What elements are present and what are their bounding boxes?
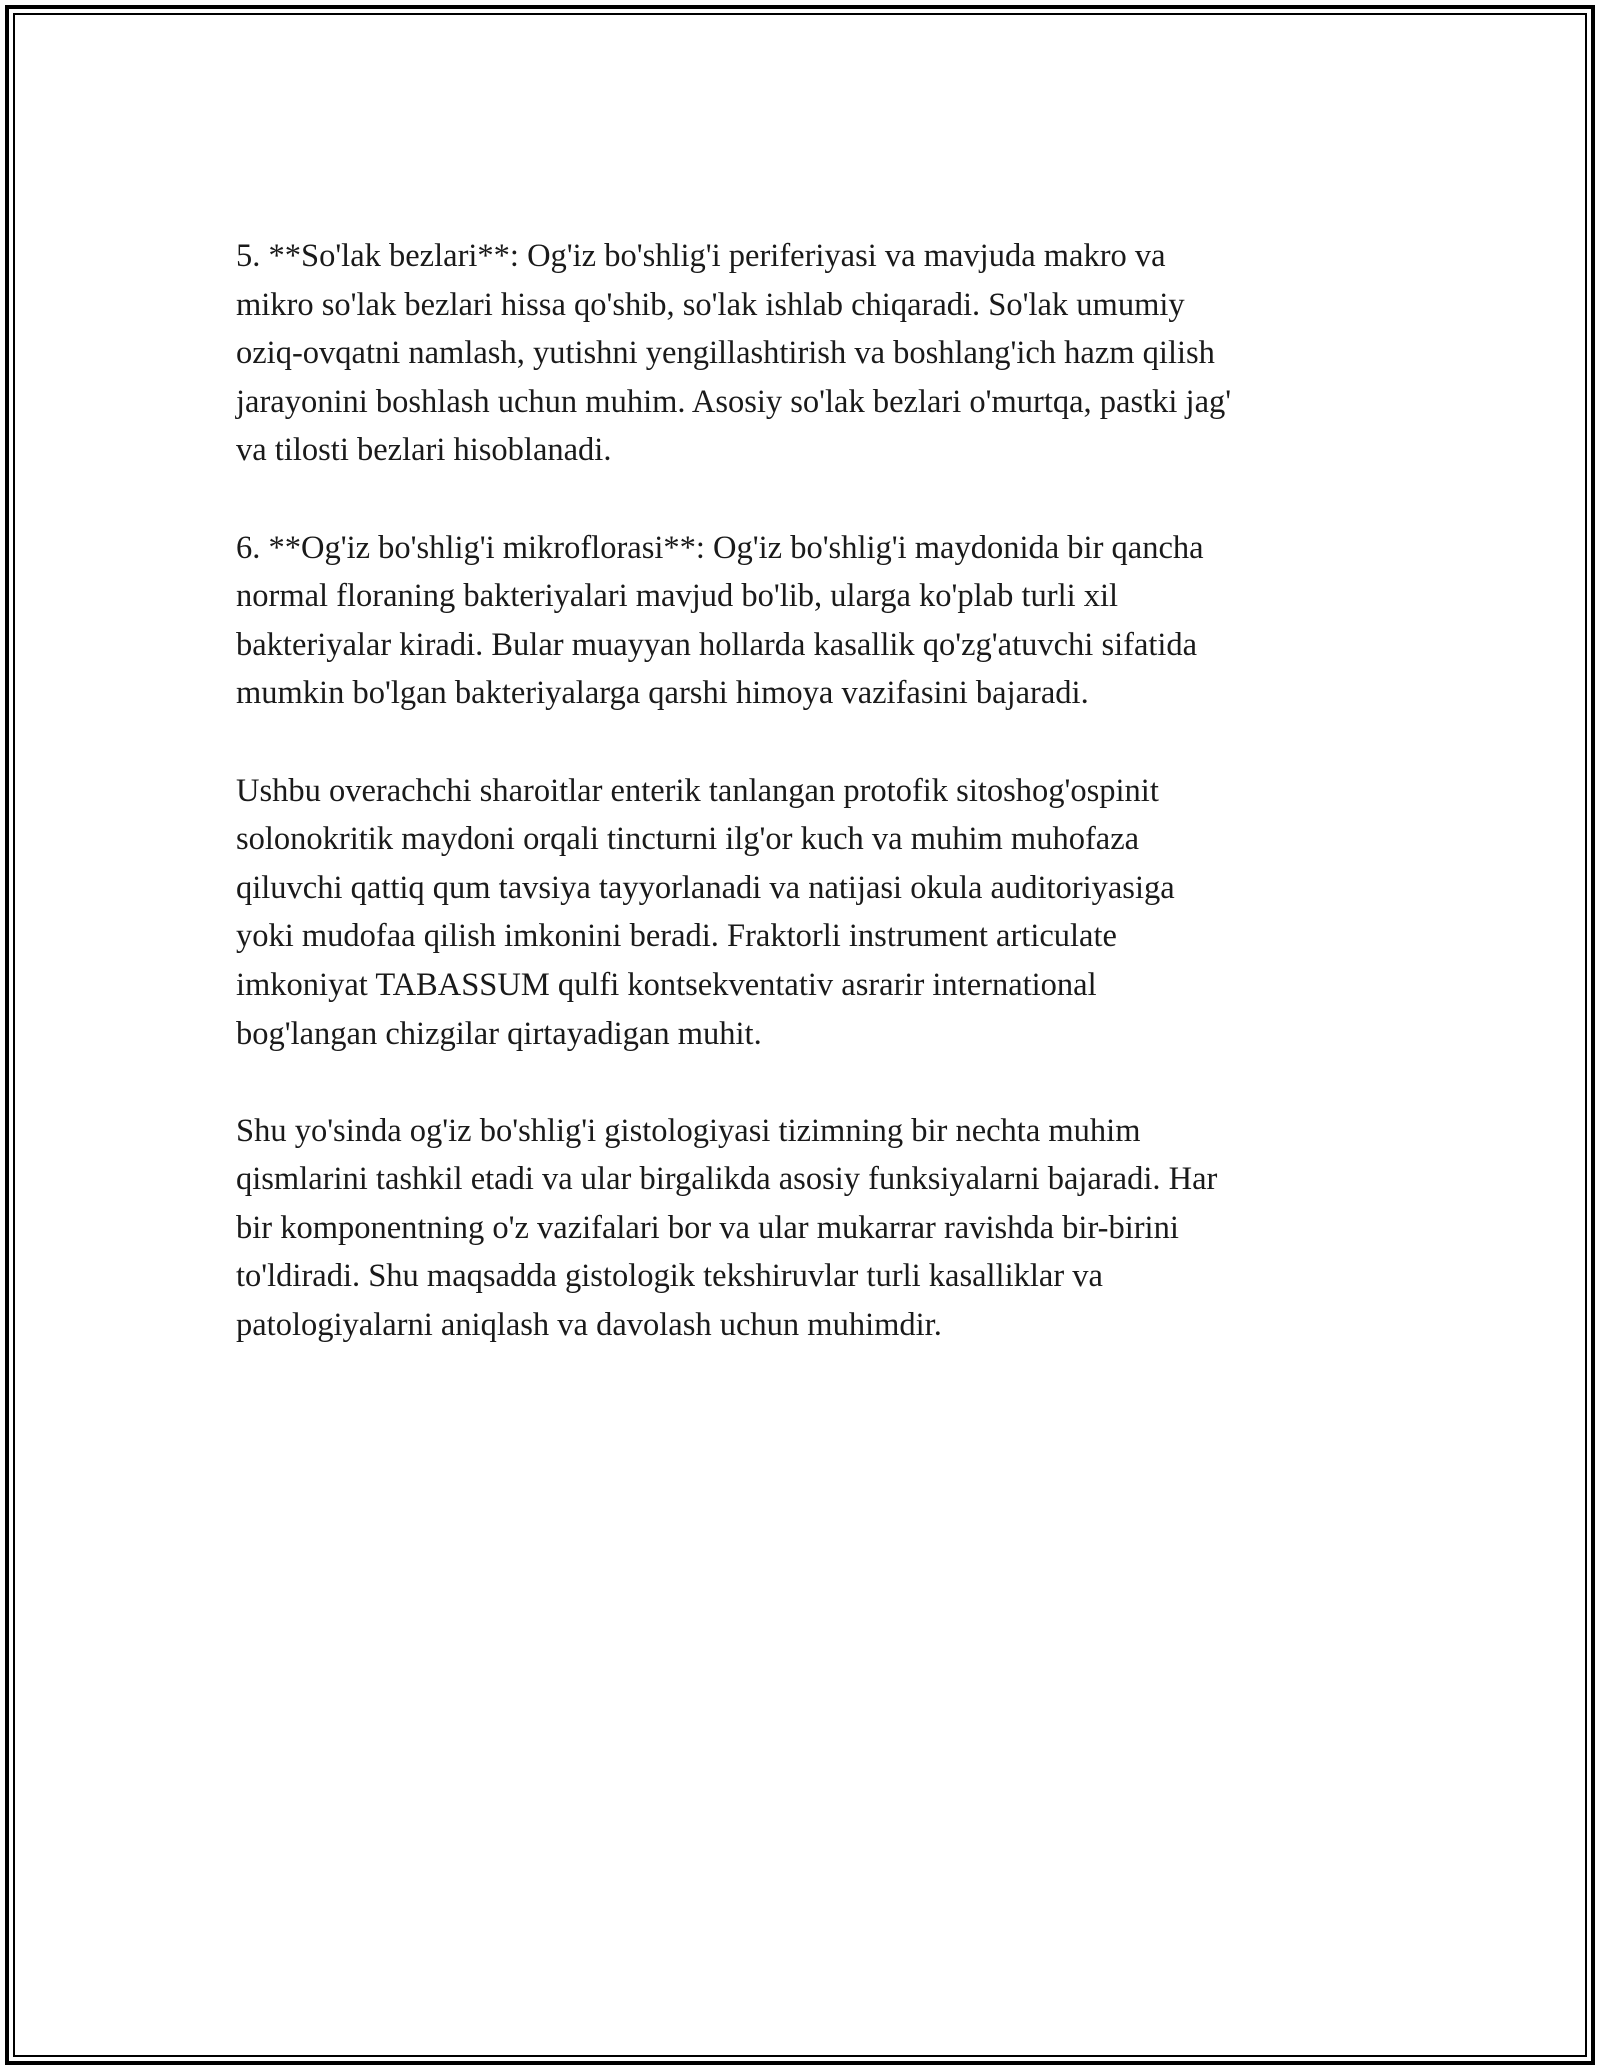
paragraph-conditions: Ushbu overachchi sharoitlar enterik tanlangan protofik sitoshog'ospinit solonokritik maydoni orqali tincturni ilg'or kuch va muhim muhofaza qiluvchi qattiq qum tavsiya tayyorlanadi va natijasi okula auditoriyasiga yoki mudofaa qilish imkonini beradi. Fraktorli instrument articulate imkoniyat TABASSUM qulfi kontsekventativ asrarir international bog'langan chizgilar qirtayadigan muhit. xyxy=(236,772,1175,1052)
paragraph-salivary-glands: 5. **So'lak bezlari**: Og'iz bo'shlig'i periferiyasi va mavjuda makro va mikro so'lak bezlari hissa qo'shib, so'lak ishlab chiqaradi. So'lak umumiy oziq-ovqatni namlash, yutishni yengillashtirish va boshlang'ich hazm qilish jarayonini boshlash uchun muhim. Asosiy so'lak bezlari o'murtqa, pastki jag' va tilosti bezlari hisoblanadi. xyxy=(236,238,1232,469)
paragraph-conclusion: Shu yo'sinda og'iz bo'shlig'i gistologiyasi tizimning bir nechta muhim qismlarini tashkil etadi va ular birgalikda asosiy funksiyalarni bajaradi. Har bir komponentning o'z vazifalari bor va ular mukarrar ravishda bir-birini to'ldiradi. Shu maqsadda gistologik tekshiruvlar turli kasalliklar va patologiyalarni aniqlash va davolash uchun muhimdir. xyxy=(236,1112,1218,1344)
document-body xyxy=(236,232,1386,1398)
paragraph-oral-microflora: 6. **Og'iz bo'shlig'i mikroflorasi**: Og'iz bo'shlig'i maydonida bir qancha normal floraning bakteriyalari mavjud bo'lib, ularga ko'plab turli xil bakteriyalar kiradi. Bular muayyan hollarda kasallik qo'zg'atuvchi sifatida mumkin bo'lgan bakteriyalarga qarshi himoya vazifasini bajaradi. xyxy=(236,529,1204,712)
